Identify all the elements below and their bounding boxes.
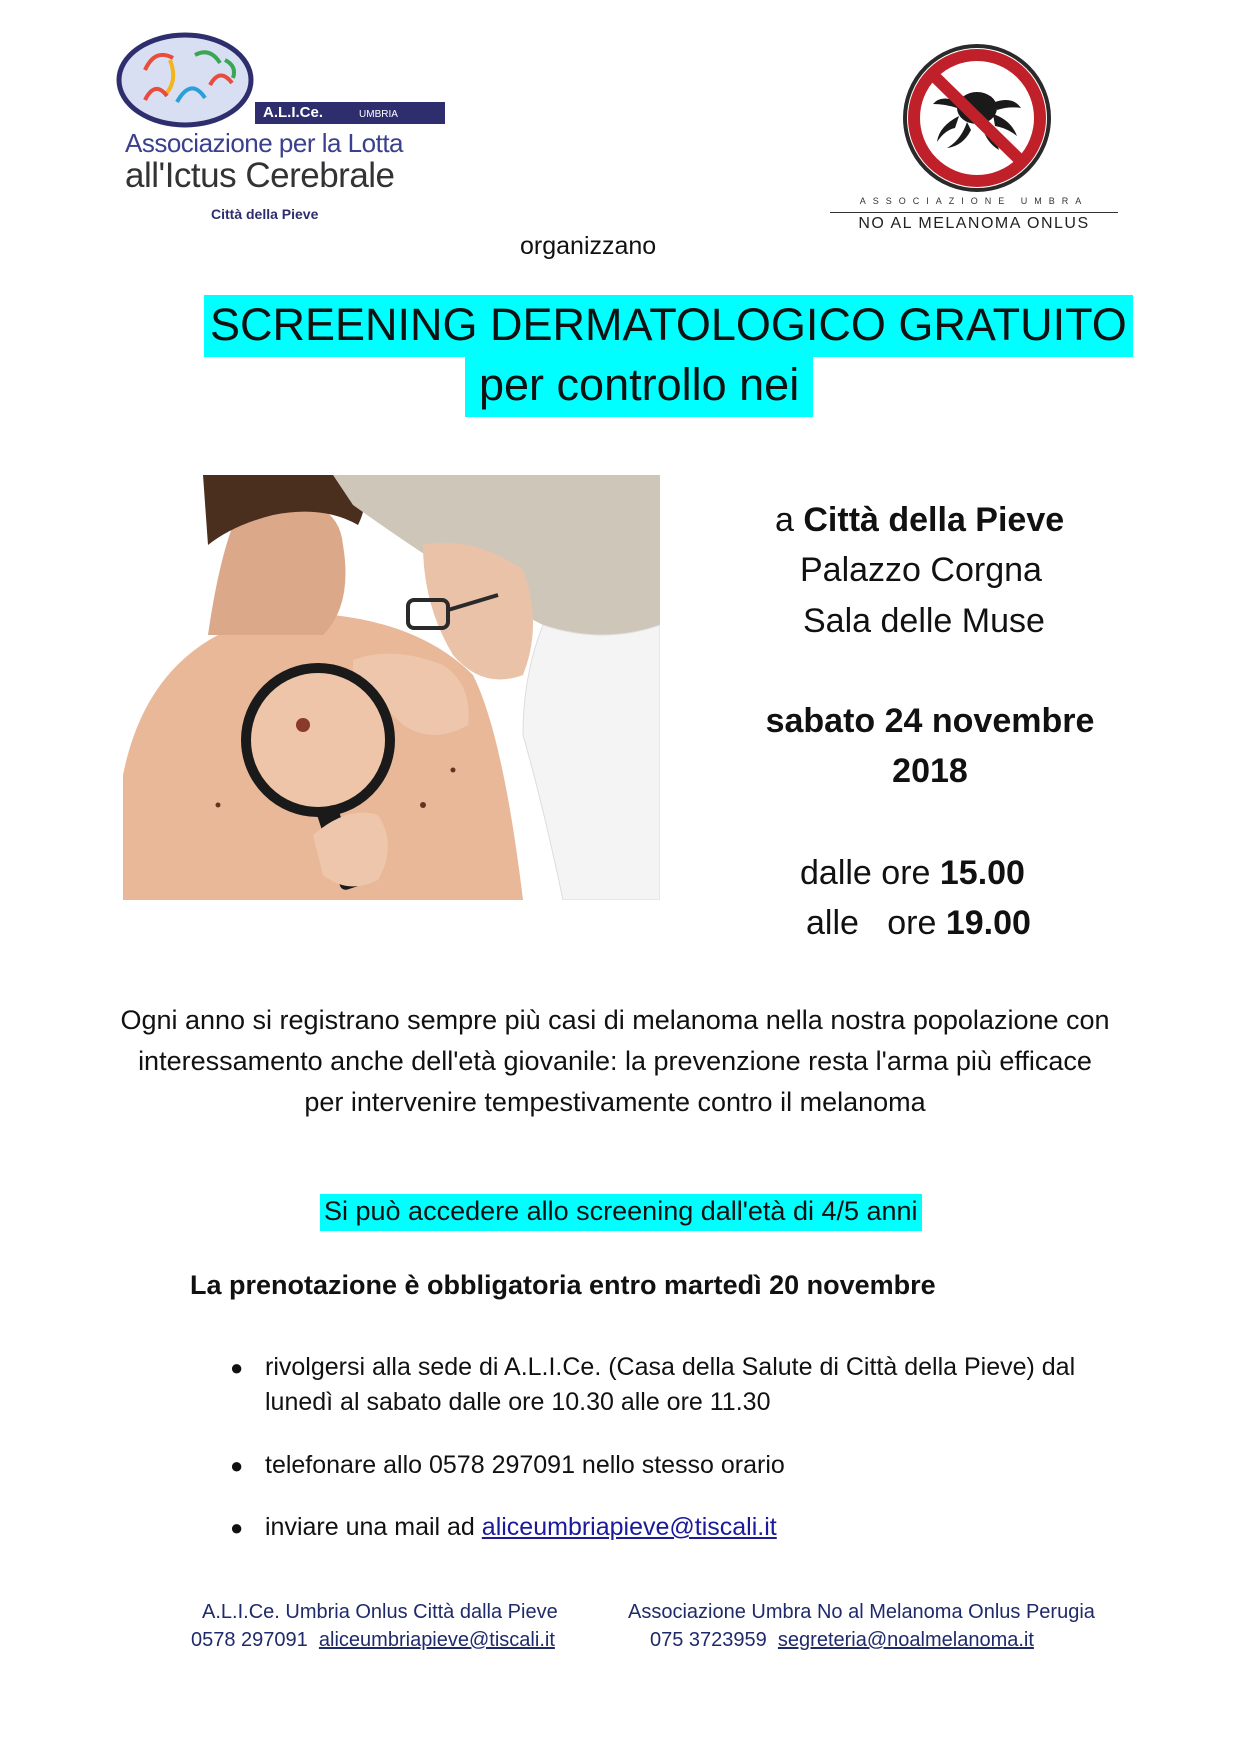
from-label: dalle ore [800, 854, 931, 892]
alice-logo [115, 30, 445, 225]
event-time-from [800, 848, 1025, 898]
event-date-line2: 2018 [892, 752, 968, 790]
bullet-text: telefonare allo 0578 297091 nello stesso orario [265, 1451, 785, 1479]
to-time: 19.00 [945, 904, 1031, 942]
footer-left-name: A.L.I.Ce. Umbria Onlus Città dalla Pieve [202, 1601, 558, 1623]
footer-right-email[interactable]: segreteria@noalmelanoma.it [777, 1629, 1034, 1651]
to-label: alle ore [806, 904, 937, 942]
title-line2: per controllo nei [465, 357, 813, 417]
event-city: Città della Pieve [803, 501, 1065, 539]
bullet-icon: ● [230, 1355, 244, 1380]
description-paragraph: Ogni anno si registrano sempre più casi di melanoma nella nostra popolazione con interessamento anche dell'età giovanile: la prevenzione resta l'arma più efficace per intervenire tempestivamente contro il melanoma [120, 1005, 1110, 1117]
booking-note: La prenotazione è obbligatoria entro martedì 20 novembre [190, 1270, 936, 1300]
event-room: Sala delle Muse [803, 602, 1045, 640]
email-link[interactable]: aliceumbriapieve@tiscali.it [481, 1513, 777, 1541]
location-prefix: a [775, 501, 794, 539]
footer-left-email[interactable]: aliceumbriapieve@tiscali.it [318, 1629, 555, 1651]
footer-right-phone: 075 3723959 [650, 1629, 767, 1651]
footer-left-contact [191, 1626, 555, 1654]
no-melanoma-sign-icon [897, 40, 1057, 200]
melanoma-logo [830, 40, 1140, 240]
event-date [750, 696, 1110, 796]
event-city-line [775, 495, 1064, 545]
alice-line1: Associazione per la Lotta [125, 128, 404, 158]
bullet-icon: ● [230, 1515, 244, 1540]
footer-right-name: Associazione Umbra No al Melanoma Onlus Perugia [628, 1601, 1095, 1623]
brain-logo-icon [115, 30, 265, 130]
from-time: 15.00 [939, 854, 1025, 892]
alice-city: Città della Pieve [211, 206, 319, 222]
alice-badge: A.L.I.Ce. UMBRIA [255, 102, 445, 124]
event-date-line1: sabato 24 novembre [765, 702, 1095, 740]
dermatology-photo [123, 475, 660, 900]
bullet-text: rivolgersi alla sede di A.L.I.Ce. (Casa della Salute di Città della Pieve) dal lunedì al sabato dalle ore 10.30 alle ore 11.30 [265, 1353, 1076, 1416]
alice-line2: all'Ictus Cerebrale [125, 156, 395, 195]
bullet-text: inviare una mail ad aliceumbriapieve@tiscali.it [265, 1513, 777, 1541]
organizers-label: organizzano [520, 232, 657, 260]
age-note: Si può accedere allo screening dall'età di 4/5 anni [320, 1194, 922, 1231]
event-time-to [806, 898, 1031, 948]
melanoma-assoc-label: ASSOCIAZIONE UMBRA [859, 196, 1089, 206]
melanoma-name: NO AL MELANOMA ONLUS [830, 212, 1118, 233]
bullet-icon: ● [230, 1453, 244, 1478]
event-venue: Palazzo Corgna [800, 551, 1042, 589]
title-line1: SCREENING DERMATOLOGICO GRATUITO [204, 295, 1133, 357]
footer-left-phone: 0578 297091 [191, 1629, 308, 1651]
footer-right-contact [650, 1626, 1034, 1654]
